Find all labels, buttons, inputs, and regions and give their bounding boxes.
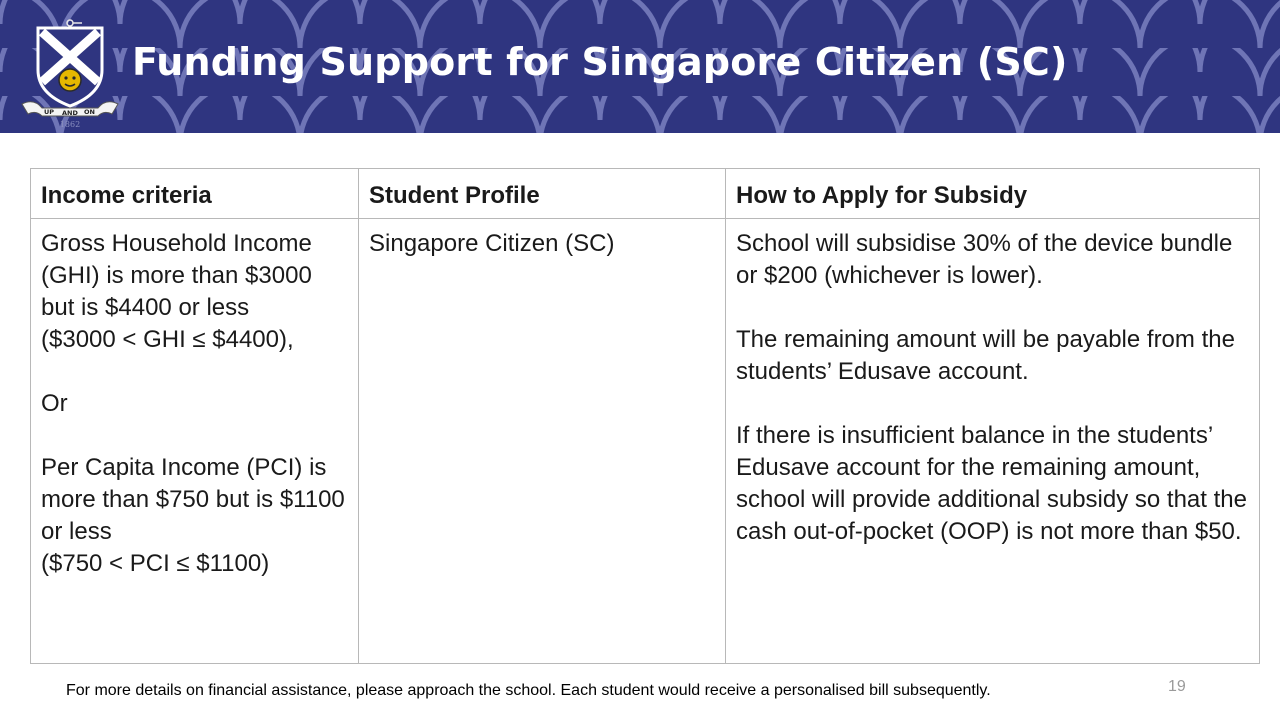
table-row	[31, 219, 1260, 664]
crest-year: 1862	[59, 120, 81, 129]
ghi-range: ($3000 < GHI ≤ $4400),	[41, 326, 294, 353]
page-title: Funding Support for Singapore Citizen (SC)	[132, 40, 1068, 84]
school-crest-icon	[20, 18, 120, 130]
motto-word: ON	[84, 108, 95, 116]
funding-criteria-table	[30, 168, 1260, 664]
footer-note: For more details on financial assistance, please approach the school. Each student would receive a personalised bill subsequently.	[66, 682, 991, 699]
income-criteria-cell	[31, 219, 359, 664]
column-header-how-to-apply: How to Apply for Subsidy	[726, 169, 1260, 219]
additional-subsidy-paragraph: If there is insufficient balance in the students’ Edusave account for the remaining amount, school will provide additional subsidy so that the cash out-of-pocket (OOP) is not more than $50.	[736, 422, 1247, 545]
student-profile-cell: Singapore Citizen (SC)	[359, 219, 726, 664]
edusave-paragraph: The remaining amount will be payable from the students’ Edusave account.	[736, 326, 1235, 385]
motto-word: UP	[44, 108, 55, 116]
page-number: 19	[1168, 678, 1186, 695]
header-banner	[0, 0, 1280, 133]
column-header-student-profile: Student Profile	[359, 169, 726, 219]
how-to-apply-cell	[726, 219, 1260, 664]
pci-range: ($750 < PCI ≤ $1100)	[41, 550, 270, 577]
column-header-income-criteria: Income criteria	[31, 169, 359, 219]
ghi-criteria: Gross Household Income (GHI) is more than $3000 but is $4400 or less	[41, 230, 312, 321]
or-separator: Or	[41, 390, 68, 417]
subsidy-paragraph: School will subsidise 30% of the device bundle or $200 (whichever is lower).	[736, 230, 1233, 289]
motto-word: AND	[62, 109, 78, 117]
pci-criteria: Per Capita Income (PCI) is more than $750 but is $1100 or less	[41, 454, 345, 545]
table-header-row	[31, 169, 1260, 219]
